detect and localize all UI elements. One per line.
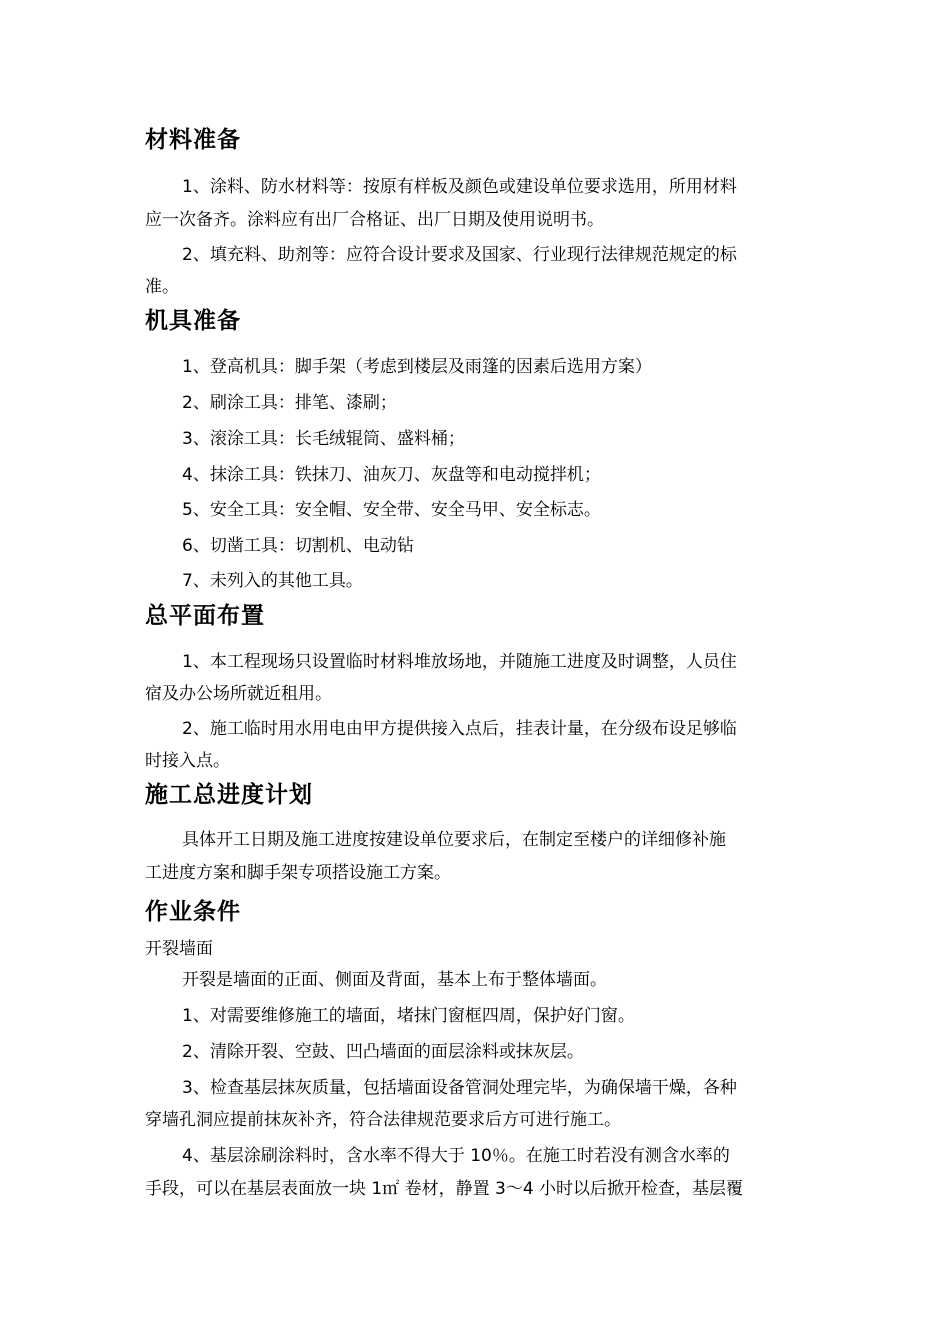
list-item: 6、切凿工具：切割机、电动钻 [182, 536, 414, 556]
section-heading-materials: 材料准备 [145, 127, 241, 153]
list-item: 5、安全工具：安全帽、安全带、安全马甲、安全标志。 [182, 500, 601, 520]
paragraph-line: 开裂是墙面的正面、侧面及背面，基本上布于整体墙面。 [182, 970, 607, 990]
paragraph-line: 宿及办公场所就近租用。 [145, 684, 332, 704]
section-heading-equipment: 机具准备 [145, 308, 241, 334]
list-item: 1、登高机具：脚手架（考虑到楼层及雨篷的因素后选用方案） [182, 357, 652, 377]
section-heading-site-layout: 总平面布置 [145, 603, 265, 629]
section-heading-conditions: 作业条件 [145, 899, 241, 925]
paragraph-line: 2、填充料、助剂等：应符合设计要求及国家、行业现行法律规范规定的标 [182, 245, 737, 265]
paragraph-line: 2、施工临时用水用电由甲方提供接入点后，挂表计量，在分级布设足够临 [182, 719, 737, 739]
section-heading-schedule: 施工总进度计划 [145, 782, 313, 808]
list-item: 1、对需要维修施工的墙面，堵抹门窗框四周，保护好门窗。 [182, 1006, 635, 1026]
list-item: 4、抹涂工具：铁抹刀、油灰刀、灰盘等和电动搅拌机； [182, 465, 601, 485]
list-item: 7、未列入的其他工具。 [182, 571, 363, 591]
paragraph-line: 准。 [145, 277, 179, 297]
paragraph-line: 穿墙孔洞应提前抹灰补齐，符合法律规范要求后方可进行施工。 [145, 1110, 621, 1130]
paragraph-line: 应一次备齐。涂料应有出厂合格证、出厂日期及使用说明书。 [145, 210, 604, 230]
paragraph-line: 4、基层涂刷涂料时，含水率不得大于 10％。在施工时若没有测含水率的 [182, 1146, 730, 1166]
list-item: 2、刷涂工具：排笔、漆刷； [182, 393, 397, 413]
paragraph-line: 具体开工日期及施工进度按建设单位要求后，在制定至楼户的详细修补施 [182, 830, 726, 850]
paragraph-line: 工进度方案和脚手架专项搭设施工方案。 [145, 863, 451, 883]
list-item: 2、清除开裂、空鼓、凹凸墙面的面层涂料或抹灰层。 [182, 1042, 584, 1062]
paragraph-line: 手段，可以在基层表面放一块 1㎡ 卷材，静置 3～4 小时以后掀开检查，基层覆 [145, 1179, 744, 1199]
paragraph-line: 1、本工程现场只设置临时材料堆放场地，并随施工进度及时调整，人员住 [182, 652, 737, 672]
list-item: 3、滚涂工具：长毛绒辊筒、盛料桶； [182, 429, 465, 449]
subheading: 开裂墙面 [145, 939, 213, 959]
paragraph-line: 3、检查基层抹灰质量，包括墙面设备管洞处理完毕，为确保墙干燥，各种 [182, 1078, 737, 1098]
paragraph-line: 1、涂料、防水材料等：按原有样板及颜色或建设单位要求选用，所用材料 [182, 177, 737, 197]
paragraph-line: 时接入点。 [145, 751, 230, 771]
